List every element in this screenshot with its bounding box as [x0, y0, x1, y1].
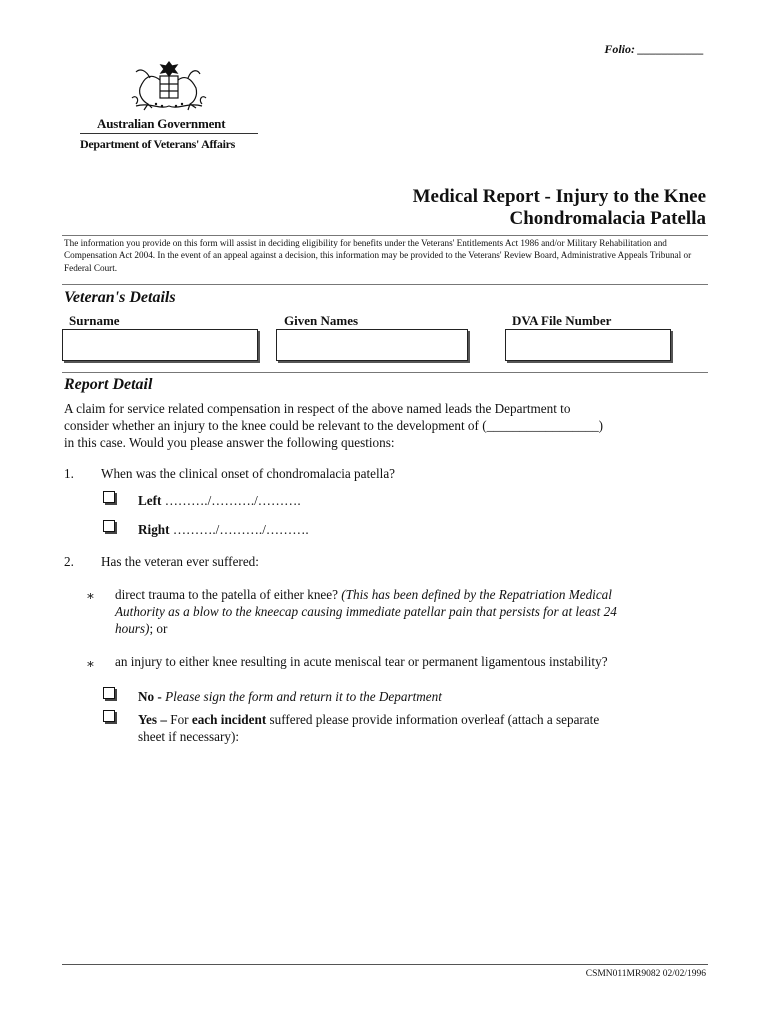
right-knee-option [138, 521, 309, 538]
left-knee-date-blank: ………./………./………. [161, 493, 301, 508]
bullet-1-icon: ∗ [86, 588, 95, 603]
bullet-1-definition-line3: hours) [115, 621, 150, 636]
intro-divider [62, 284, 708, 285]
left-knee-label: Left [138, 493, 162, 508]
bullet-1-tail: ; or [149, 621, 168, 636]
report-paragraph-line1: A claim for service related compensation in respect of the above named leads the Department to [64, 401, 571, 416]
form-title-line2: Chondromalacia Patella [509, 208, 706, 229]
right-knee-label: Right [138, 522, 170, 537]
given-names-field[interactable] [276, 329, 468, 361]
form-code: CSMN011MR9082 02/02/1996 [585, 969, 706, 979]
bullet-2-icon: ∗ [86, 656, 95, 671]
yes-text-3: sheet if necessary): [138, 729, 240, 744]
left-knee-option [138, 492, 301, 509]
yes-label: Yes – [138, 712, 171, 727]
dva-file-number-field[interactable] [505, 329, 671, 361]
dva-file-number-label: DVA File Number [512, 313, 612, 328]
yes-text-2: suffered please provide information overleaf (attach a separate [266, 712, 600, 727]
veterans-details-heading: Veteran's Details [64, 289, 176, 306]
yes-checkbox[interactable] [103, 710, 115, 722]
coat-of-arms-icon [126, 58, 212, 114]
report-paragraph-line3: in this case. Would you please answer the following questions: [64, 435, 395, 450]
privacy-intro: The information you provide on this form will assist in deciding eligibility for benefits under the Veterans' Entitlements Act 1986 and/or Military Rehabilitation and Compensation Act 2004. In the event of an appeal against a decision, this information may be provided to the Veterans' Review Board, Administrative Appeals Tribunal or Federal Court. [64, 238, 692, 273]
no-option [138, 688, 442, 705]
title-divider [62, 235, 708, 236]
details-divider [62, 372, 708, 373]
question-2-number: 2. [64, 554, 74, 569]
left-knee-checkbox[interactable] [103, 491, 115, 503]
yes-text-1: For [170, 712, 192, 727]
given-names-label: Given Names [284, 313, 359, 328]
footer-divider [62, 964, 708, 965]
bullet-1-definition-line2: Authority as a blow to the kneecap causing immediate patellar pain that persists for at least 24 [115, 604, 617, 619]
yes-option [138, 711, 718, 745]
question-2-text: Has the veteran ever suffered: [101, 554, 259, 569]
no-checkbox[interactable] [103, 687, 115, 699]
no-label: No - [138, 689, 166, 704]
question-1-text: When was the clinical onset of chondromalacia patella? [101, 466, 396, 481]
bullet-1-definition-line1: (This has been defined by the Repatriation Medical [341, 587, 612, 602]
form-title-line1: Medical Report - Injury to the Knee [412, 186, 706, 207]
logo-divider [80, 133, 258, 134]
bullet-1-plain: direct trauma to the patella of either knee? [115, 587, 342, 602]
yes-each-incident: each incident [191, 712, 267, 727]
bullet-1-text [115, 586, 715, 637]
bullet-2-text: an injury to either knee resulting in acute meniscal tear or permanent ligamentous instability? [115, 654, 608, 669]
right-knee-date-blank: ………./………./………. [169, 522, 309, 537]
report-paragraph [64, 400, 714, 451]
surname-field[interactable] [62, 329, 258, 361]
folio-label: Folio: ___________ [604, 42, 704, 56]
report-detail-heading: Report Detail [64, 376, 153, 393]
department-name: Department of Veterans' Affairs [80, 137, 236, 151]
question-1-number: 1. [64, 466, 74, 481]
government-name: Australian Government [97, 116, 226, 131]
no-instruction: Please sign the form and return it to the Department [165, 689, 442, 704]
surname-label: Surname [69, 313, 120, 328]
report-paragraph-line2: consider whether an injury to the knee could be relevant to the development of (_________________) [64, 418, 604, 433]
right-knee-checkbox[interactable] [103, 520, 115, 532]
